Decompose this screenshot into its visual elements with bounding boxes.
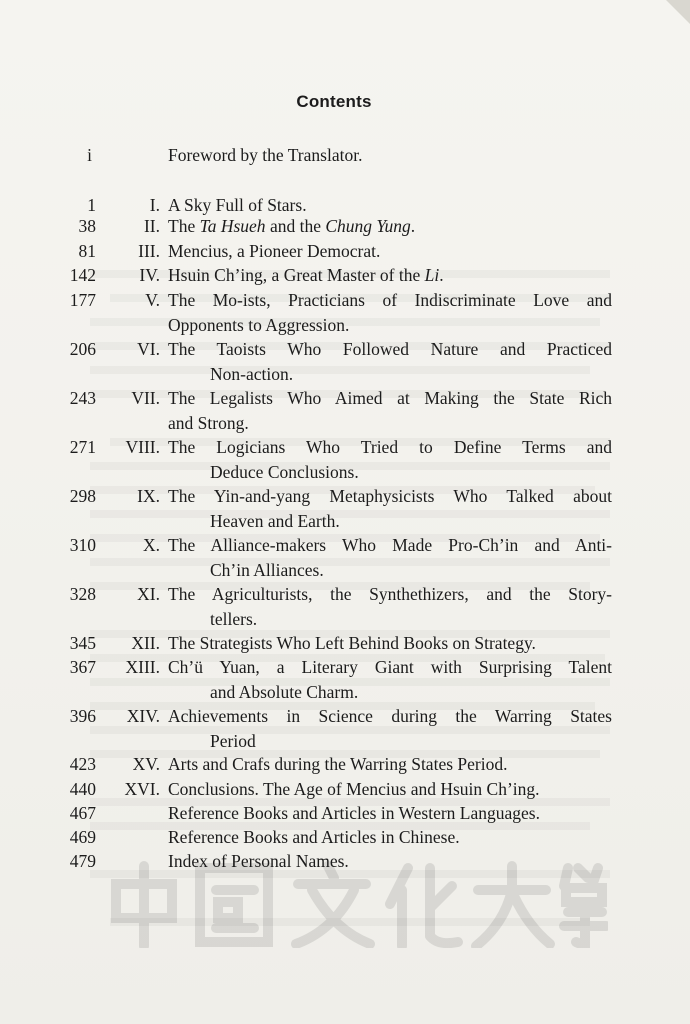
toc-page-number: 423 bbox=[69, 754, 96, 774]
toc-page-number: 243 bbox=[69, 388, 96, 408]
toc-page-number: 328 bbox=[69, 584, 96, 604]
toc-title: The Strategists Who Left Behind Books on Strategy. bbox=[168, 633, 536, 653]
toc-chapter-numeral: XVI. bbox=[124, 779, 160, 799]
toc-page-number: 38 bbox=[78, 216, 96, 236]
toc-chapter-numeral: XIII. bbox=[125, 657, 160, 677]
toc-chapter-numeral: XV. bbox=[132, 754, 160, 774]
toc-title: The Logicians Who Tried to Define Terms and Deduce Conclusions. bbox=[168, 437, 612, 482]
toc-page-number: 469 bbox=[69, 827, 96, 847]
university-watermark bbox=[108, 860, 608, 948]
toc-title: Achievements in Science during the Warring States Period bbox=[168, 706, 612, 751]
toc-title: Ch’ü Yuan, a Literary Giant with Surprising Talent and Absolute Charm. bbox=[168, 657, 612, 702]
toc-page-number: 142 bbox=[69, 265, 96, 285]
toc-page-number: 298 bbox=[69, 486, 96, 506]
toc-page-number: 467 bbox=[69, 803, 96, 823]
toc-page-number: 177 bbox=[69, 290, 96, 310]
toc-chapter-numeral: VII. bbox=[131, 388, 160, 408]
toc-title: Arts and Crafs during the Warring States Period. bbox=[168, 754, 508, 774]
toc-page-number: 396 bbox=[69, 706, 96, 726]
toc-title: Conclusions. The Age of Mencius and Hsuin Ch’ing. bbox=[168, 779, 540, 799]
toc-chapter-numeral: XII. bbox=[131, 633, 160, 653]
toc-page-number: 81 bbox=[78, 241, 96, 261]
page-title: Contents bbox=[296, 92, 372, 111]
toc-title: The Taoists Who Followed Nature and Practiced Non-action. bbox=[168, 339, 612, 384]
toc-chapter-numeral: XIV. bbox=[126, 706, 160, 726]
toc-title: The Mo-ists, Practicians of Indiscriminate Love and Opponents to Aggression. bbox=[168, 290, 612, 335]
toc-page-number: 440 bbox=[69, 779, 96, 799]
toc-chapter-numeral: XI. bbox=[137, 584, 160, 604]
toc-page-number: 271 bbox=[69, 437, 96, 457]
toc-title: Hsuin Ch’ing, a Great Master of the Li. bbox=[168, 265, 444, 285]
toc-page-number: 345 bbox=[69, 633, 96, 653]
toc-chapter-numeral: IX. bbox=[137, 486, 160, 506]
toc-chapter-numeral: II. bbox=[143, 216, 160, 236]
toc-page-number: 479 bbox=[69, 851, 96, 871]
toc-chapter-numeral: V. bbox=[145, 290, 160, 310]
toc-title: The Legalists Who Aimed at Making the State Rich and Strong. bbox=[168, 388, 612, 433]
toc-title: The Agriculturists, the Synthethizers, and the Story- tellers. bbox=[168, 584, 612, 629]
toc-chapter-numeral: I. bbox=[149, 195, 160, 215]
toc-title: Reference Books and Articles in Chinese. bbox=[168, 827, 460, 847]
toc-chapter-numeral: X. bbox=[142, 535, 160, 555]
toc-page-number: 206 bbox=[69, 339, 96, 359]
toc-page-number: 367 bbox=[69, 657, 96, 677]
toc-chapter-numeral: VI. bbox=[137, 339, 160, 359]
toc-page-number: 310 bbox=[69, 535, 96, 555]
toc-title: A Sky Full of Stars. bbox=[168, 195, 307, 215]
toc-page-number: i bbox=[87, 145, 92, 165]
toc-title: The Yin-and-yang Metaphysicists Who Talked about Heaven and Earth. bbox=[168, 486, 612, 531]
toc-chapter-numeral: VIII. bbox=[125, 437, 160, 457]
toc-title: Foreword by the Translator. bbox=[168, 145, 363, 165]
toc-title: Mencius, a Pioneer Democrat. bbox=[168, 241, 381, 261]
toc-title: Reference Books and Articles in Western Languages. bbox=[168, 803, 540, 823]
toc-chapter-numeral: IV. bbox=[139, 265, 160, 285]
toc-title: Index of Personal Names. bbox=[168, 851, 349, 871]
toc-title: The Alliance-makers Who Made Pro-Ch’in and Anti- Ch’in Alliances. bbox=[168, 535, 612, 580]
toc-chapter-numeral: III. bbox=[138, 241, 160, 261]
toc-page-number: 1 bbox=[87, 195, 96, 215]
page-corner-shadow bbox=[666, 0, 690, 24]
toc-title: The Ta Hsueh and the Chung Yung. bbox=[168, 216, 416, 236]
